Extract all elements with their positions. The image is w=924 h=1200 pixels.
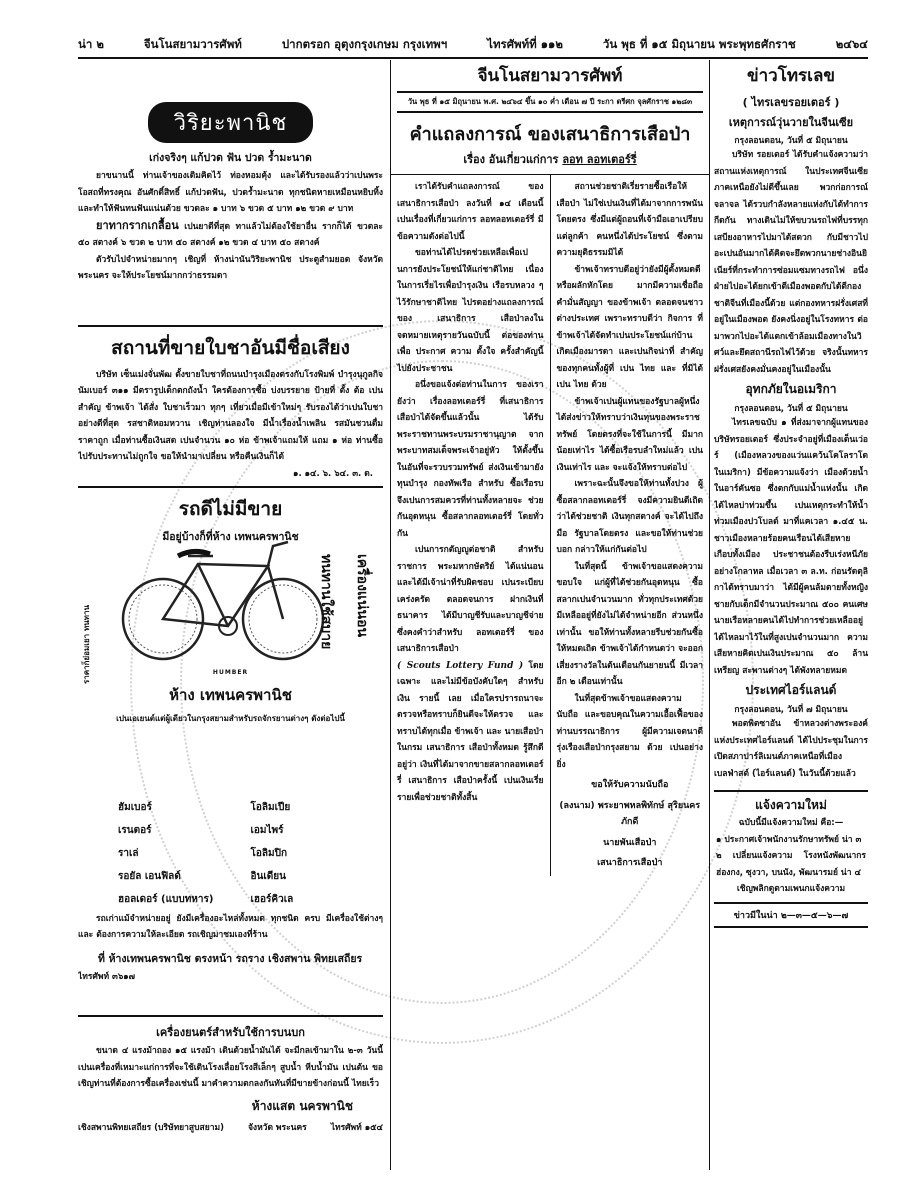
shop-phone: ไทรศัพท์ ๑๕๔: [330, 1122, 383, 1133]
ad-body: บริษัท เซ็นเม่งจั่นพัฒ ตั้งขายใบชาที่ถนนบำรุงเมืองตรงกับโรงพิมพ์ บำรุงนุกูลกิจ นัมเบอร์ ๓๑๑ มีตรารูปเด็กตกถังน้ำ ใครต้องการซื้อ บ่งบรรยาย ป้ายที่ ตั้ง ต้อ เปนสำคัญ ข้าพเจ้า ได้สั่ง ใบชาเร็วมา ทุกๆ เที่ยวเมื่อมีเข้าใหม่ๆ รับรองได้ว่าเปนใบชา อย่างดีที่สุด รสชาติหอมหวาน เชิญท่านลองใจ มีน้ำเรื่องน้ำเพลิน รสมันชวนดื่ม ราคาถูก เมื่อท่านซื้อเงินสด เปนจำนวน ๑๐ ห่อ ข้าพเจ้าแถมให้ แถม ๑ ห่อ ท่านซื้อไปรับประทานไม่ถูกใจ ขอให้นำมาเปลี่ยน หรือคืนเงินก็ได้: [78, 369, 383, 462]
subhead-prefix: เรื่อง อันเกี่ยวแก่การ: [463, 153, 559, 166]
bicycle-brand-label: HUMBER: [212, 668, 249, 676]
signer-name: พระยาพหลพิทักษ์ สุริยนครภักดี: [597, 800, 701, 827]
ad-title: รถดีไม่มีขาย: [178, 497, 283, 520]
brand-item: ฮอลเดอร์ (แบบทหาร): [118, 893, 214, 905]
paper-name: จีนโนสยามวารศัพท์: [143, 37, 242, 51]
shop-phone: ไทรศัพท์ ๓๖๑๗: [78, 971, 135, 982]
signer-title: เสนาธิการเสือป่า: [597, 858, 663, 868]
story-headline: เหตุการณ์วุ่นวายในจีนเซีย: [728, 116, 854, 129]
ad-side-slogans: [315, 554, 373, 649]
article-column-2: [551, 175, 710, 876]
ad-item-body: เปนยาดีที่สุด ทาแล้วไม่ต้องใช้ยาอื่น รากก็ได้ ขวดละ ๕๐ สตางค์ ๖ ขวด ๒ บาท ๕๐ สตางค์ ๑๒ ขวด ๔ บาท ๕๐ สตางค์: [78, 221, 383, 248]
news-story: [714, 681, 868, 782]
paper-title: จีนโนสยามวารศัพท์: [477, 66, 623, 86]
shop-address: ที่ ห้างเทพนครพานิช ตรงหน้า รถราง เชิงสพาน พิทยเสถียร: [98, 952, 363, 965]
ad-bicycle: [78, 494, 383, 794]
ad-engine: [78, 1023, 383, 1136]
page-index-footer: ข่าวมีในน่า ๒—๓—๕—๖—๗: [714, 908, 868, 928]
masthead: [78, 28, 868, 59]
bicycle-brand-list: [78, 800, 383, 907]
signer-rank: นายพันเสือป่า: [603, 837, 657, 848]
brand-item: ฮัมเบอร์: [118, 801, 152, 813]
article-paragraph: เพราะฉะนั้นจึงขอให้ท่านทั้งปวง ผู้ซื้อสลากลอทเตอร์รี่ จงมีความยินดีเถิด ว่าได้ช่วยชาติ เงินทุกสตางค์ จะได้ไปถึงมือ รัฐบาลโดยตรง และขอให้ท่านช่วยบอก กล่าวให้แก่กันต่อไป: [556, 479, 703, 555]
english-label: ( Scouts Lottery Fund ): [397, 660, 524, 671]
ad-side-text: ราคาก็ย่อมเยา ทนทาน: [82, 604, 91, 684]
notice-item: ๑ ประกาศเจ้าพนักงานรักษาทรัพย์ น่า ๓: [716, 834, 862, 845]
new-notices-box: [714, 790, 868, 904]
shop-name: ห้าง เทพนครพานิช: [169, 685, 292, 704]
signature-label: (ลงนาม): [559, 800, 595, 811]
brand-item: เรนตอร์: [118, 824, 152, 836]
article-paragraph: อนึ่งขอแจ้งต่อท่านในการ ของเรา ยังว่า เรื่องลอทเตอร์รี่ ที่เสนาธิการเสือป่าได้จัดขึ้นแล้วนั้น ได้รับพระราชทานพระบรมราชานุญาต จากพระบาทสมเด็จพระเจ้าอยู่หัว ให้ตั้งขึ้น ในอันที่จะรวบรวมทรัพย์ ส่งเงินเข้ามายังทุนบำรุง กองทัพเรือ สำหรับ ซื้อเรือรบ จึงเปนการสมควรที่ท่านทั้งหลายจะ ช่วยกันอุดหนุน ซื้อสลากลอทเตอร์รี่ โดยทั่วกัน: [397, 380, 544, 539]
paper-address: ปากตรอก อุตุงกรุงเกษม กรุงเทพฯ: [281, 37, 448, 51]
ad-side-slogan: ทนทานใช้สบาย: [318, 553, 334, 649]
issue-date: วัน พุธ ที่ ๑๕ มิถุนายน พระพุทธศักราช: [602, 37, 796, 51]
article-body: [391, 174, 709, 876]
article-subhead: [397, 150, 703, 168]
bicycle-illustration: [118, 534, 328, 664]
story-dateline: กรุงลอนดอน, วันที่ ๕ มิถุนายน: [734, 404, 848, 414]
ad-tagline: เก่งจริงๆ แก้ปวด ฟัน ปวด ร้ำมะนาด: [149, 152, 312, 164]
paper-phone: ไทรศัพท์ที่ ๑๑๒: [487, 37, 563, 51]
signature: [557, 798, 704, 831]
right-column: [714, 60, 868, 1170]
notice-title: แจ้งความใหม่: [755, 798, 827, 812]
ad-parts-text: รถเก่าแม้จำหน่ายอยู่ ยังมีเครื่องอะไหล่ทั้งหมด ทุกชนิด ครบ มีเครื่องใช้ต่างๆ และ ต้องการความให้ละเอียด รถเชิญมาชมเองที่ร้าน: [78, 913, 383, 940]
brand-item: โอลิมเปีย: [250, 801, 291, 813]
ad-body: ขนาด ๔ แรงม้าถอง ๑๕ แรงม้า เดินด้วยน้ำมันได้ จะมีกลเข้ามาใน ๒-๓ วันนี้ เปนเครื่องที่เหมาะแก่การที่จะใช้เดินโรงเลื่อยโรงสีเล็กๆ สูบน้ำ หีบน้ำมัน เปนต้น ขอเชิญท่านที่ต้องการซื้อเครื่องเช่นนี้ มาคำความตกลงกันทันที่มีขายข้างก่อนนี้ ไทยเร็ว: [78, 1046, 383, 1089]
brand-item: รอยัล เอนฟิลด์: [118, 870, 181, 882]
ad-subtitle: มีอยู่บ้างก็ที่ห้าง เทพนครพานิช: [162, 530, 299, 543]
ad-title: เครื่องยนตร์สำหรับใช้การบนบก: [156, 1026, 305, 1039]
section-title: ข่าวโทรเลข: [746, 66, 836, 86]
story-body: ไทรเลขฉบับ ๑ ที่ส่งมาจากผู้แทนของบริษัทรอยเตอร์ ซึ่งประจำอยู่ที่เมืองเด็นเว่อร์ (เมืองหลวงของแว่นแคว้นโคโลราโด ในเมริกา) มีข้อความแจ้งว่า เมืองด้วยน้ำในอาร์คันซอ ซึ่งตกกับแม่น้ำแห่งนั้น เกิดได้ไหลบ่าท่วมขึ้น เปนเหตุกระทำให้น้ำท่วมเมืองปวโบลด์ มาที่แคเวลา ๑.๔๕ น. ชาวเมืองหลายร้อยคนเรือนได้เสียหายเกือบทั้งเมือง ประชาชนต้องรีบเร่งหนีภัยอย่างโกลาหล เมื่อเวลา ๓ ล.ท. ก่อนรัดตุลิกาได้ทราบมาว่า ได้มีผู้คนล้มตายทั้งหญิงชายกับเด็กมีจำนวนประมาณ ๕๐๐ คนเศษ นายเรือหลายคนได้ไปทำการช่วยเหลืออยู่ ได้ไหลมาไว้ในที่สูงเปนจำนวนมาก ความเสียหายคิดเปนเงินประมาณ ๕๐ ล้านเหรียญ สะพานต่างๆ ได้พังทลายหมด: [714, 418, 868, 676]
notice-outro: เชิญพลิกดูตามเพนกแจ้งความ: [736, 884, 846, 894]
shop-city: จังหวัด พระนคร: [247, 1122, 307, 1133]
notice-item: ๒ เปลี่ยนแจ้งความ โรงหนังพัฒนากร ฮ่องกง, ซุงวา, บนนัง, พัฒนารมย์ น่า ๔: [716, 851, 866, 878]
ad-body: ยาขนานนี้ ท่านเจ้าของเดิมคิดไว้ ท่องหอมคุ้ง และได้รับรองแล้วว่าเปนพระโอสถที่ทรงคุณ อันศักดิ์สิทธิ์ แก้ปวดฟัน, ปวดร้ำมะนาด ทุกชนิดหายเหมือนหยิบทิ้ง และทำให้ฟันทนฟันแน่นด้วย ขวดละ ๑ บาท ๖ ขวด ๕ บาท ๑๒ ขวด ๙ บาท: [78, 171, 383, 214]
story-headline: ประเทศไอร์แลนด์: [745, 683, 837, 697]
shop-name: ห้างแสต นครพานิช: [251, 1098, 353, 1113]
issue-year: ๒๔๖๔: [835, 37, 868, 51]
brand-item: เอมไพร์: [250, 824, 284, 836]
article-headline: คำแถลงการณ์ ของเสนาธิการเสือป่า: [409, 124, 691, 145]
ad-viriya-panich: [78, 102, 383, 285]
ad-side-slogan: เครื่องแน่นอน: [354, 553, 370, 637]
brand-item: ราเล่: [118, 847, 139, 859]
story-dateline: กรุงลอนดอน, วันที่ ๗ มิถุนายน: [734, 705, 848, 715]
article-column-1: [391, 175, 551, 876]
news-story: [714, 113, 868, 378]
article-paragraph: ในที่สุดนี้ ข้าพเจ้าขอแสดงความขอบใจ แก่ผู้ที่ได้ช่วยกันอุดหนุน ซื้อสลากเปนจำนวนมาก ทั่วทุกประเทศด้วย มีเหลืออยู่ที่ยังไม่ได้จำหน่ายอีก ส่วนหนึ่งเท่านั้น ขอให้ท่านทั้งหลายรีบช่วยกันซื้อให้หมดเถิด ข้าพเจ้าได้กำหนดว่า จะออกเสี่ยงรางวัลในต้นเดือนกันยายนนี้ มีเวลาอีก ๒ เดือนเท่านั้น: [556, 561, 703, 687]
brand-item: อินเดียน: [250, 870, 286, 882]
notice-intro: ฉบับนี้มีแจ้งความใหม่ คือ:—: [738, 818, 844, 828]
subhead-topic: ลอท ลอทเตอร์รี่: [562, 153, 637, 166]
ad-tea-shop: [78, 333, 383, 480]
brand-item: โอลิมปิก: [250, 847, 287, 859]
left-column: [78, 60, 383, 1170]
article-paragraph: ข้าพเจ้าทราบดีอยู่ว่ายังมีผู้ตั้งหมดดีหรือผลักหักโดย มากมีความเชื่อถือคำมั่นสัญญา ของข้าพเจ้า ตลอดจนชาวต่างประเทศ เพราะทราบดีว่า กิจการ ที่ข้าพเจ้าได้จัดทำเปนประโยชน์แก่บ้านเกิดเมืองมารดา และเปนกิจน่าที่ สำคัญของทุกคนทั้งผู้ที่ เปน ไทย และ ที่มิได้เปน ไทย ด้วย: [556, 264, 703, 390]
shop-address: เชิงสพานพิทยเสถียร (บริษัทยาสูบสยาม): [78, 1122, 224, 1133]
story-body: พอตพิตซาอัน ข้าหลวงต่างพระองค์แห่งประเทศไอร์แลนด์ ได้ไปประชุมในการเปิดสภาปาร์ลิเมนต์ภาคเหนือที่เมืองเบลฟ่าสต์ (ไอร์แลนด์) ในวันนี้ด้วยแล้ว: [714, 719, 868, 779]
divider: [78, 1015, 383, 1017]
article-paragraph: เราได้รับคำแถลงการณ์ ของ เสนาธิการเสือป่า ลงวันที่ ๑๔ เดือนนี้ เปนเรื่องที่เกี่ยวแก่การ ลอทลอทเตอร์รี่ มีข้อความดังต่อไปนี้: [397, 182, 544, 242]
story-headline: อุทกภัยในอเมริกา: [745, 382, 837, 396]
article-paragraph: สถานช่วยชาติเรี่ยรายซื้อเรือให้เสือป่า ไม่ใช่เปนเงินที่ได้มาจากการพนันโดยตรง ซึ่งมีแต่ผู้ถอนที่เจ้ามือเอาเปรียบ แต่ลูกค้า คนหนึ่งได้ประโยชน์ ซึ่งตามความยุติธรรมมิได้: [556, 182, 703, 258]
divider: [78, 486, 383, 488]
middle-column: [390, 60, 710, 1170]
issue-dateline: วัน พุธ ที่ ๑๕ มิถุนายน พ.ศ. ๒๔๖๔ ขึ้น ๑๐ ค่ำ เดือน ๗ ปี ระกา ตรีศก จุลศักราช ๑๒๘๓: [397, 91, 703, 113]
ad-intro: เปนเอเยนต์แต่ผู้เดียวในกรุงสยามสำหรับรถจักรยานต่างๆ ดังต่อไปนี้: [116, 713, 345, 723]
ad-brand-banner: วิริยะพานิช: [148, 102, 314, 143]
article-paragraph: ในที่สุดข้าพเจ้าขอแสดงความนับถือ และขอบคุณในความเอื้อเฟื้อของท่านบรรณาธิการ ผู้มีความเจตนาดี รุ่งเรืองเสือป่ากรุงสยาม ด้วย เปนอย่างยิ่ง: [556, 693, 703, 770]
news-story: [714, 380, 868, 679]
divider: [78, 325, 383, 327]
brand-item: เฮอร์คิวเล: [250, 893, 294, 905]
article-paragraph: โดยเฉพาะ และไม่มีข้อบังคับใดๆ สำหรับ เงิน รายนี้ เลย เมื่อใครปรารถนาจะตรวจหรือทราบก็ยินดีจะให้ตรวจ และ ทราบได้ทุกเมื่อ ข้าพเจ้า และ นายเสือป่าในกรม เสนาธิการ เสือป่าทั้งหมด รู้สึกดีอยู่ว่า เงินที่ได้มาจากขายสลากลอทเตอร์รี่ เสนาธิการ เสือป่าครั้งนี้ เปนเงินเรี่ยรายเพื่อช่วยชาติทั้งสิ้น: [397, 660, 544, 803]
news-source: ( ไทรเลขรอยเตอร์ ): [742, 96, 840, 109]
story-body: บริษัท รอยเตอร์ ได้รับคำแจ้งความว่า สถานแห่งเหตุการณ์ ในประเทศจีนเซีย ภาคเหนือยังไม่ดีขึ้นเลย พวกก่อการณ์จลาจล ได้รวบกำลังหลายแห่งกับได้ทำการกีดกัน ทางเดินไม่ให้ขบวนรถไฟที่บรรทุกเสบียงอาหารไปมาได้สดวก กับมีชาวไปอะเปนอันมากได้คิดจะยึดพวกนายช่างอินยิเนียร์ที่กระทำการซ่อมแซมทางรถไฟ อนึ่งฝ่ายไปอะได้ยกเข้าตีเมืองพอตกับได้ตีกองชาติจีนที่เมืองนี้ด้วย แต่กองทหารฝรั่งเศสที่อยู่ในเมืองพอต ยังคงนิ่งอยู่ในโรงทหาร ต่อมาพวกไปอะได้แตกเข้าล้อมเมืองทางในวิศว์และยึดสถานีรถไฟไว้ด้วย จริงนั้นทหารฝรั่งเศสยังคงมั่นคงอยู่ในเมืองนั้น: [714, 150, 868, 375]
page-number: น่า ๒: [78, 37, 104, 51]
ad-item-title: ยาทากรากเกลื้อน: [96, 218, 179, 232]
story-dateline: กรุงลอนดอน, วันที่ ๕ มิถุนายน: [734, 136, 848, 146]
article-paragraph: ขอท่านได้ไปรดช่วยเหลือเพื่อเปนการยังประโยชน์ให้แก่ชาติไทย เนื่องในการเรี่ยไรเพื่อบำรุงเงิน เรือรบหลวง ๆ ไว้รักษาชาติไทย ไปรดอย่างแถลงการณ์ ของ เสนาธิการ เสือป่าลงในจดหมายเหตุรายวันฉบับนี้ ต่อของท่าน เพื่อ ประกาศ ความ ตั้งใจ ครั้งสำคัญนี้ ไปยังประชาชน: [397, 248, 544, 374]
ad-reference-code: ๑. ๑๔. ๖. ๖๔. ๓. ด.: [293, 468, 373, 479]
closing: ขอให้รับความนับถือ: [591, 780, 669, 790]
ad-agent-text: ตัวรับไปจำหน่ายมากๆ เชิญที่ ห้างน่านันวิริยะพานิช ประตูสำมยอด จังหวัดพระนคร จะให้ประโยชน์มากกว่าธรรมดา: [78, 254, 383, 281]
newspaper-page: [78, 0, 868, 1200]
article-paragraph: เปนการกตัญญูต่อชาติ สำหรับ ราชการ พระมหากษัตริย์ ได้แน่นอน และได้มีเจ้าน่าที่รับผิดชอบ เปนระเบียบเคร่งครัด ตลอดจนการ ฝากเงินที่ธนาคาร ได้มีบาญชีรับและบาญชีจ่าย ซึ่งคงคำว่าสำหรับ ลอทเตอร์รี่ ของเสนาธิการเสือป่า: [397, 545, 544, 654]
ad-title: สถานที่ขายใบชาอันมีชื่อเสียง: [111, 336, 350, 359]
article-paragraph: ข้าพเจ้าเปนผู้แทนของรัฐบาลผู้หนึ่ง ได้ส่งข่าวให้ทราบว่าเงินทุนของพระราชทรัพย์ โดยตรงที่จะใช้ในการนี้ มีมากน้อยเท่าไร ได้ซื้อเรือรบลำใหม่แล้ว เปนเงินเท่าไร และ จะแจ้งให้ทราบต่อไป: [556, 396, 703, 473]
